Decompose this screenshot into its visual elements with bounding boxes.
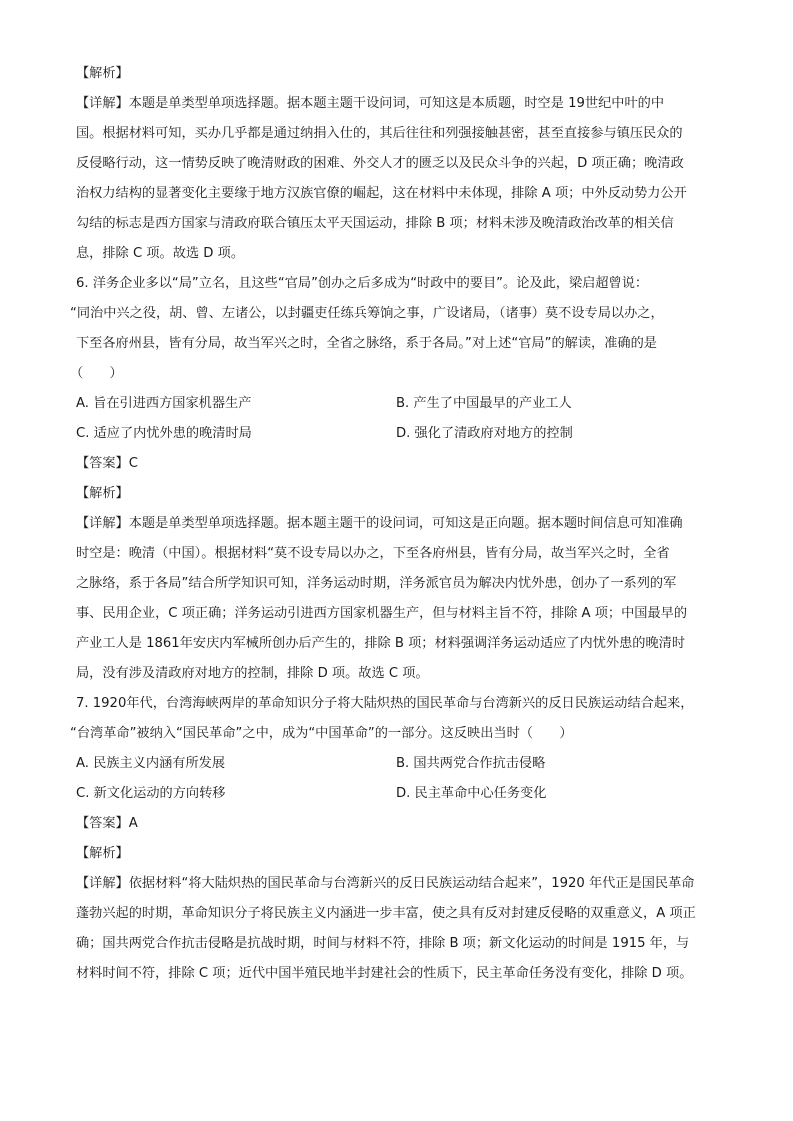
q6-detail-line-3: 之脉络，系于各局”结合所学知识可知，洋务运动时期，洋务派官员为解决内忧外患，创办了一系列的军 <box>76 576 677 591</box>
q6-detail-line-2: 时空是：晚清（中国）。根据材料“莫不设专局以办之，下至各府州县，皆有分局，故当军兴之时，全省 <box>76 546 670 561</box>
q7-option-a: A. 民族主义内涵有所发展 <box>76 756 226 771</box>
q7-detail-line-2: 蓬勃兴起的时期，革命知识分子将民族主义内涵进一步丰富，使之具有反对封建反侵略的双重意义，A 项正 <box>76 906 696 921</box>
q7-stem-line-2: “台湾革命”被纳入“国民革命”之中，成为“中国革命”的一部分。这反映出当时（ ） <box>70 726 573 741</box>
q5-detail-line-1: 【详解】本题是单类型单项选择题。据本题主题干设问词，可知这是本质题，时空是 19世纪中叶的中 <box>76 96 665 111</box>
q6-detail-line-5: 产业工人是 1861年安庆内军械所创办后产生的，排除 B 项；材料强调洋务运动适应了内忧外患的晚清时 <box>76 636 686 651</box>
q7-detail-line-4: 材料时间不符，排除 C 项；近代中国半殖民地半封建社会的性质下，民主革命任务没有变化，排除 D 项。 <box>76 966 693 981</box>
q6-stem-line-2: “同治中兴之役，胡、曾、左诸公，以封疆吏任练兵筹饷之事，广设诸局，（诸事）莫不设专局以办之， <box>70 306 664 321</box>
q6-analysis-label: 【解析】 <box>76 486 129 501</box>
q5-detail-line-6: 息，排除 C 项。故选 D 项。 <box>76 246 245 261</box>
q7-answer: 【答案】A <box>76 816 138 831</box>
q7-option-b: B. 国共两党合作抗击侵略 <box>396 756 546 771</box>
q6-stem-line-3: 下至各府州县，皆有分局，故当军兴之时，全省之脉络，系于各局。”对上述“官局”的解读，准确的是 <box>76 336 657 351</box>
q6-option-b: B. 产生了中国最早的产业工人 <box>396 396 572 411</box>
q5-detail-line-4: 治权力结构的显著变化主要缘于地方汉族官僚的崛起，这在材料中未体现，排除 A 项；中外反动势力公开 <box>76 186 687 201</box>
q7-analysis-label: 【解析】 <box>76 846 129 861</box>
q6-stem-line-1: 6. 洋务企业多以“局”立名，且这些“官局”创办之后多成为“时政中的要目”。论及此，梁启超曾说： <box>76 276 649 291</box>
q6-detail-line-1: 【详解】本题是单类型单项选择题。据本题主题干的设问词，可知这是正向题。据本题时间信息可知准确 <box>76 516 683 531</box>
q5-detail-line-3: 反侵略行动，这一情势反映了晚清财政的困难、外交人才的匮乏以及民众斗争的兴起，D 项正确；晚清政 <box>76 156 684 171</box>
q6-option-c: C. 适应了内忧外患的晚清时局 <box>76 426 252 441</box>
q6-option-d: D. 强化了清政府对地方的控制 <box>396 426 573 441</box>
q7-option-c: C. 新文化运动的方向转移 <box>76 786 226 801</box>
q5-detail-line-2: 国。根据材料可知，买办几乎都是通过纳捐入仕的，其后往往和列强接触甚密，甚至直接参与镇压民众的 <box>76 126 683 141</box>
q6-stem-line-4: （ ） <box>70 366 123 381</box>
q6-option-a: A. 旨在引进西方国家机器生产 <box>76 396 252 411</box>
q6-answer: 【答案】C <box>76 456 138 471</box>
q6-detail-line-6: 局，没有涉及清政府对地方的控制，排除 D 项。故选 C 项。 <box>76 666 429 681</box>
q7-detail-line-1: 【详解】依据材料“将大陆炽热的国民革命与台湾新兴的反日民族运动结合起来”，1920 年代正是国民革命 <box>76 876 695 891</box>
q7-stem-line-1: 7. 1920年代，台湾海峡两岸的革命知识分子将大陆炽热的国民革命与台湾新兴的反日民族运动结合起来， <box>76 696 694 711</box>
q7-detail-line-3: 确；国共两党合作抗击侵略是抗战时期，时间与材料不符，排除 B 项；新文化运动的时间是 1915 年，与 <box>76 936 690 951</box>
q6-detail-line-4: 事、民用企业，C 项正确；洋务运动引进西方国家机器生产，但与材料主旨不符，排除 A 项；中国最早的 <box>76 606 688 621</box>
q5-detail-line-5: 勾结的标志是西方国家与清政府联合镇压太平天国运动，排除 B 项；材料未涉及晚清政治改革的相关信 <box>76 216 674 231</box>
q7-option-d: D. 民主革命中心任务变化 <box>396 786 547 801</box>
q5-analysis-label: 【解析】 <box>76 66 129 81</box>
